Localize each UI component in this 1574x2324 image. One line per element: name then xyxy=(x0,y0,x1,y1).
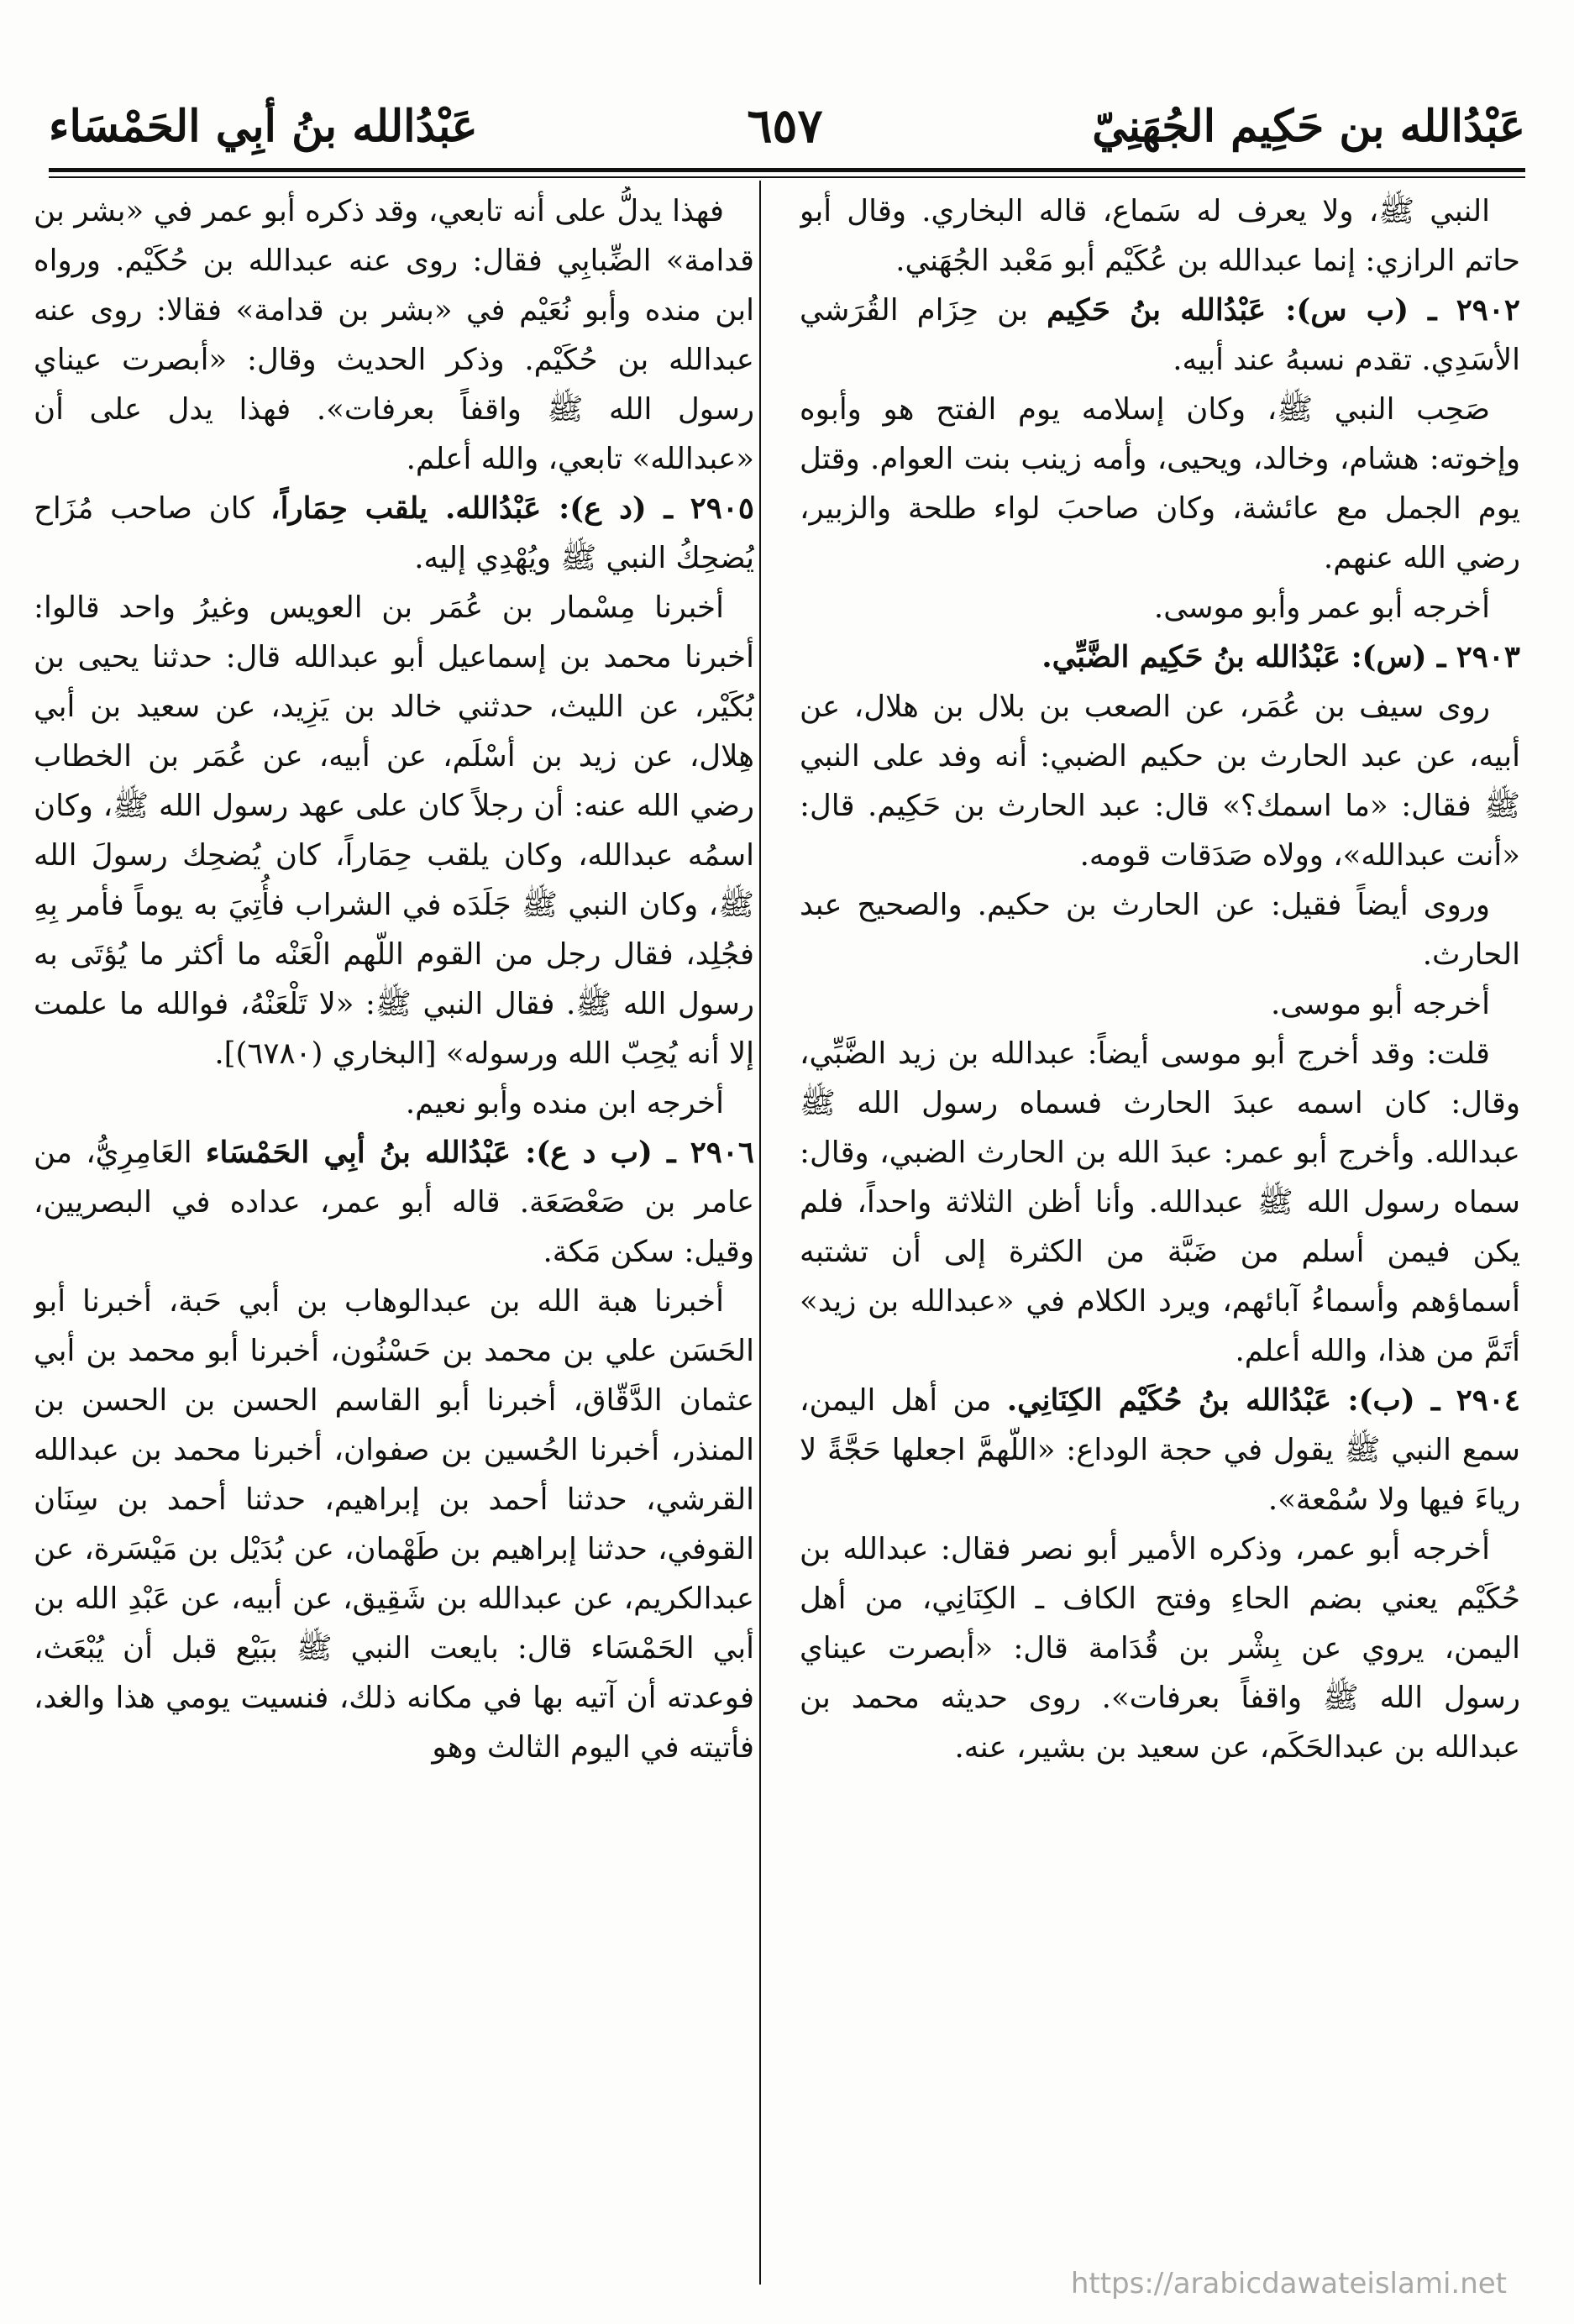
paragraph: أخرجه ابن منده وأبو نعيم. xyxy=(405,1086,724,1120)
entry-heading: ٢٩٠٥ ـ (د ع): عَبْدُالله. يلقب حِمَاراً، xyxy=(270,491,754,526)
paragraph: أخرجه أبو عمر وأبو موسى. xyxy=(1153,590,1490,625)
paragraph: أخبرنا هبة الله بن عبدالوهاب بن أبي حَبة، أخبرنا أبو الحَسَن علي بن محمد بن حَسْنُون، أخبرنا أبو محمد بن أبي عثمان الدَّقّاق، أخبرنا أبو القاسم الحسن بن الحسن بن المنذر، أخبرنا الحُسين بن صفوان، أخبرنا محمد بن عبدالله القرشي، حدثنا أحمد بن إبراهيم، حدثنا أحمد بن سِنَان القوفي، حدثنا إبراهيم بن طَهْمان، عن بُدَيْل بن مَيْسَرة، عن عبدالكريم، عن عبدالله بن شَقِيق، عن أبيه، عن عَبْدِ الله بن أبي الحَمْسَاء قال: بايعت النبي ﷺ ببَيْع قبل أن يُبْعَث، فوعدته أن آتيه بها في مكانه ذلك، فنسيت يومي هذا والغد، فأتيته في اليوم الثالث وهو xyxy=(34,1284,754,1765)
entry-text: العَامِرِيُّ، من عامر بن صَعْصَعَة. قاله أبو عمر، عداده في البصريين، وقيل: سكن مَكة. xyxy=(34,1136,754,1269)
entry-heading: ٢٩٠٤ ـ (ب): عَبْدُالله بنُ حُكَيْم الكِنَانِي. xyxy=(1006,1383,1520,1418)
running-header xyxy=(49,88,1525,164)
biography-entry xyxy=(34,484,754,583)
biography-entry xyxy=(800,286,1520,385)
paragraph: أخبرنا مِسْمار بن عُمَر بن العويس وغيرُ واحد قالوا: أخبرنا محمد بن إسماعيل أبو عبدالله قال: حدثنا يحيى بن بُكَيْر، عن الليث، حدثني خالد بن يَزِيد، عن سعيد بن أبي هِلال، عن زيد بن أسْلَم، عن أبيه، عن عُمَر بن الخطاب رضي الله عنه: أن رجلاً كان على عهد رسول الله ﷺ، وكان اسمُه عبدالله، وكان يلقب حِمَاراً، كان يُضحِك رسولَ الله ﷺ، وكان النبي ﷺ جَلَدَه في الشراب فأُتِيَ به يوماً فأمر بِهِ فجُلِد، فقال رجل من القوم اللّهم الْعَنْه ما أكثر ما يُؤتَى به رسول الله ﷺ. فقال النبي ﷺ: «لا تَلْعَنْهُ، فوالله ما علمت إلا أنه يُحِبّ الله ورسوله» [البخاري (٦٧٨٠)]. xyxy=(34,590,754,1071)
entry-text: من أهل اليمن، سمع النبي ﷺ يقول في حجة الوداع: «اللّهمَّ اجعلها حَجَّةً لا رياءَ فيها ولا سُمْعة». xyxy=(800,1383,1520,1517)
header-rule-thin xyxy=(49,176,1525,178)
entry-heading: ٢٩٠٢ ـ (ب س): عَبْدُالله بنُ حَكِيم xyxy=(1047,293,1520,328)
paragraph: قلت: وقد أخرج أبو موسى أيضاً: عبدالله بن زيد الضَّبِّي، وقال: كان اسمه عبدَ الحارث فسماه رسول الله ﷺ عبدالله. وأخرج أبو عمر: عبدَ الله بن الحارث الضبي، وقال: سماه رسول الله ﷺ عبدالله. وأنا أظن الثلاثة واحداً، فلم يكن فيمن أسلم من ضَبَّة من الكثرة إلى أن تشتبه أسماؤهم وأسماءُ آبائهم، ويرد الكلام في «عبدالله بن زيد» أتَمَّ من هذا، والله أعلم. xyxy=(800,1036,1520,1368)
watermark-url: https://arabicdawateislami.net xyxy=(1070,2267,1507,2300)
paragraph: أخرجه أبو موسى. xyxy=(1271,987,1490,1021)
entry-text: بن حِزَام القُرَشي الأسَدِي. تقدم نسبهُ عند أبيه. xyxy=(800,293,1520,377)
header-rule xyxy=(49,168,1525,172)
paragraph: فهذا يدلُّ على أنه تابعي، وقد ذكره أبو عمر في «بشر بن قدامة» الضِّبابِي فقال: روى عنه عبدالله بن حُكَيْم. ورواه ابن منده وأبو نُعَيْم في «بشر بن قدامة» فقالا: روى عنه عبدالله بن حُكَيْم. وذكر الحديث وقال: «أبصرت عيناي رسول الله ﷺ واقفاً بعرفات». فهذا يدل على أن «عبدالله» تابعي، والله أعلم. xyxy=(34,194,754,476)
entry-text: كان صاحب مُزَاح يُضحِكُ النبي ﷺ ويُهْدِي إليه. xyxy=(34,491,754,575)
paragraph: أخرجه أبو عمر، وذكره الأمير أبو نصر فقال: عبدالله بن حُكَيْم يعني بضم الحاءِ وفتح الكاف ـ الكِنَانِي، من أهل اليمن، يروي عن بِشْر بن قُدَامة قال: «أبصرت عيناي رسول الله ﷺ واقفاً بعرفات». روى حديثه محمد بن عبدالله بن عبدالحَكَم، عن سعيد بن بشير، عنه. xyxy=(800,1532,1520,1765)
biography-entry xyxy=(34,1128,754,1277)
column-separator xyxy=(759,181,761,2285)
biography-entry xyxy=(800,632,1520,682)
entry-heading: ٢٩٠٣ ـ (س): عَبْدُالله بنُ حَكِيم الضَّبِّي. xyxy=(1041,640,1520,674)
left-column xyxy=(34,186,754,2286)
entry-heading: ٢٩٠٦ ـ (ب د ع): عَبْدُالله بنُ أبِي الحَمْسَاء xyxy=(205,1136,754,1170)
right-column xyxy=(800,186,1520,2286)
header-right-title: عَبْدُالله بن حَكِيم الجُهَنِيّ xyxy=(1092,100,1525,152)
paragraph: النبي ﷺ، ولا يعرف له سَماع، قاله البخاري. وقال أبو حاتم الرازي: إنما عبدالله بن عُكَيْم أبو مَعْبد الجُهَني. xyxy=(800,194,1520,278)
paragraph: صَحِب النبي ﷺ، وكان إسلامه يوم الفتح هو وأبوه وإخوته: هشام، وخالد، ويحيى، وأمه زينب بنت العوام. وقتل يوم الجمل مع عائشة، وكان صاحبَ لواء طلحة والزبير، رضي الله عنهم. xyxy=(800,392,1520,575)
biography-entry xyxy=(800,1376,1520,1524)
header-left-title: عَبْدُالله بنُ أبِي الحَمْسَاء xyxy=(49,100,478,152)
paragraph: روى سيف بن عُمَر، عن الصعب بن بلال بن هلال، عن أبيه، عن عبد الحارث بن حكيم الضبي: أنه وفد على النبي ﷺ فقال: «ما اسمك؟» قال: عبد الحارث بن حَكِيم. قال: «أنت عبدالله»، وولاه صَدَقات قومه. xyxy=(800,690,1520,873)
paragraph: وروى أيضاً فقيل: عن الحارث بن حكيم. والصحيح عبد الحارث. xyxy=(800,888,1520,972)
page-number: ٦٥٧ xyxy=(747,98,823,154)
